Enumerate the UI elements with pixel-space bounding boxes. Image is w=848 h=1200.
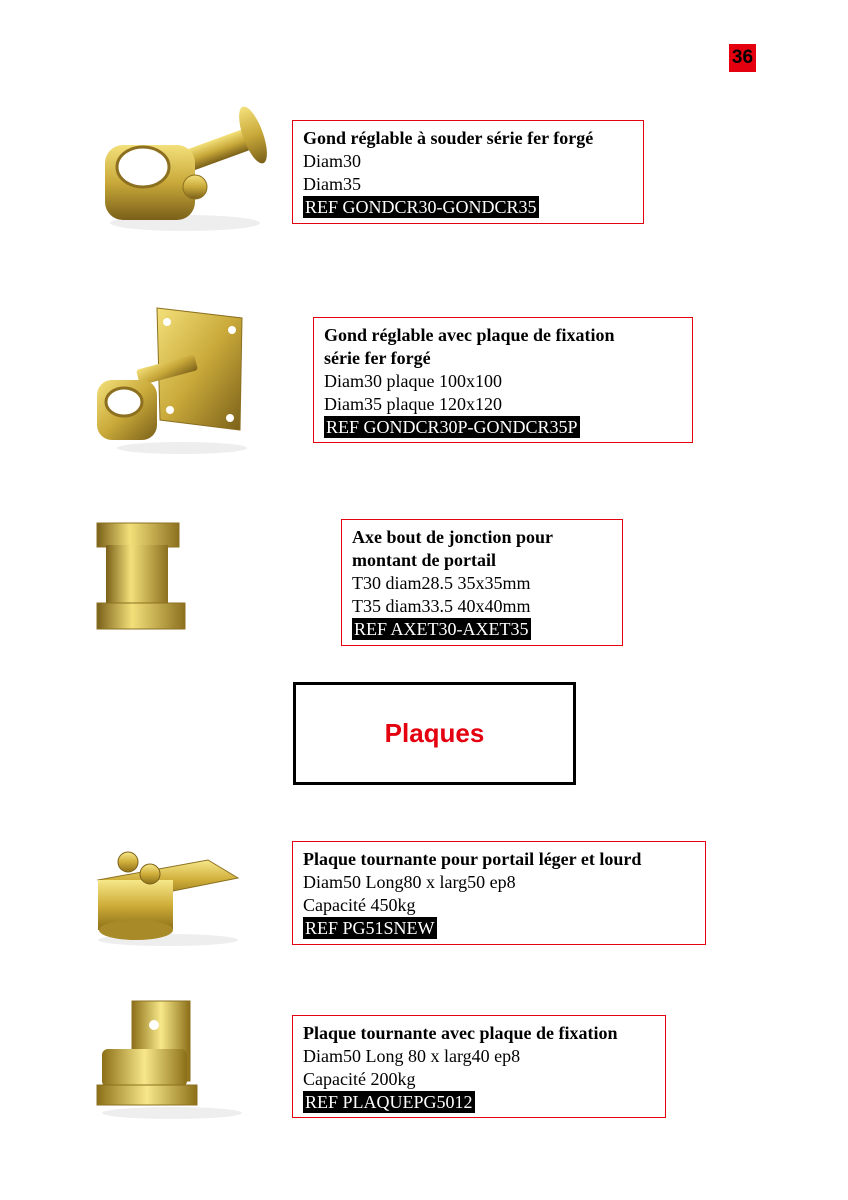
pivot-plate-with-bracket-image	[92, 997, 242, 1122]
pivot-plate-image	[88, 840, 243, 950]
product-ref: REF AXET30-AXET35	[354, 619, 529, 639]
junction-axle-image	[92, 515, 192, 640]
product-title-line-1: Axe bout de jonction pour	[352, 527, 554, 547]
product-detail: Capacité 450kg	[303, 895, 416, 915]
product-ref: REF PG51SNEW	[305, 918, 435, 938]
product-detail: Diam50 Long80 x larg50 ep8	[303, 872, 516, 892]
product-ref: REF GONDCR30P-GONDCR35P	[326, 417, 578, 437]
product-detail: Capacité 200kg	[303, 1069, 416, 1089]
product-title-line-1: Gond réglable avec plaque de fixation	[324, 325, 615, 345]
product-detail: Diam30	[303, 151, 361, 171]
product-title: Gond réglable à souder série fer forgé	[303, 128, 594, 148]
adjustable-hinge-pin-with-plate-image	[92, 300, 252, 460]
product-title: Plaque tournante pour portail léger et lourd	[303, 849, 642, 869]
product-ref: REF GONDCR30-GONDCR35	[305, 197, 537, 217]
section-heading-box	[293, 682, 576, 785]
adjustable-weld-hinge-pin-image	[95, 95, 270, 235]
product-box-3	[341, 519, 623, 646]
product-box-2	[313, 317, 693, 443]
product-detail: Diam30 plaque 100x100	[324, 371, 502, 391]
product-detail: T30 diam28.5 35x35mm	[352, 573, 531, 593]
product-title-line-2: série fer forgé	[324, 348, 431, 368]
product-box-4	[292, 841, 706, 945]
product-detail: Diam50 Long 80 x larg40 ep8	[303, 1046, 521, 1066]
product-ref: REF PLAQUEPG5012	[305, 1092, 473, 1112]
product-detail: Diam35	[303, 174, 361, 194]
product-box-1	[292, 120, 644, 224]
product-detail: T35 diam33.5 40x40mm	[352, 596, 531, 616]
product-detail: Diam35 plaque 120x120	[324, 394, 502, 414]
section-title: Plaques	[384, 718, 485, 748]
product-title: Plaque tournante avec plaque de fixation	[303, 1023, 618, 1043]
page-number: 36	[729, 44, 756, 72]
product-box-5	[292, 1015, 666, 1118]
product-title-line-2: montant de portail	[352, 550, 496, 570]
